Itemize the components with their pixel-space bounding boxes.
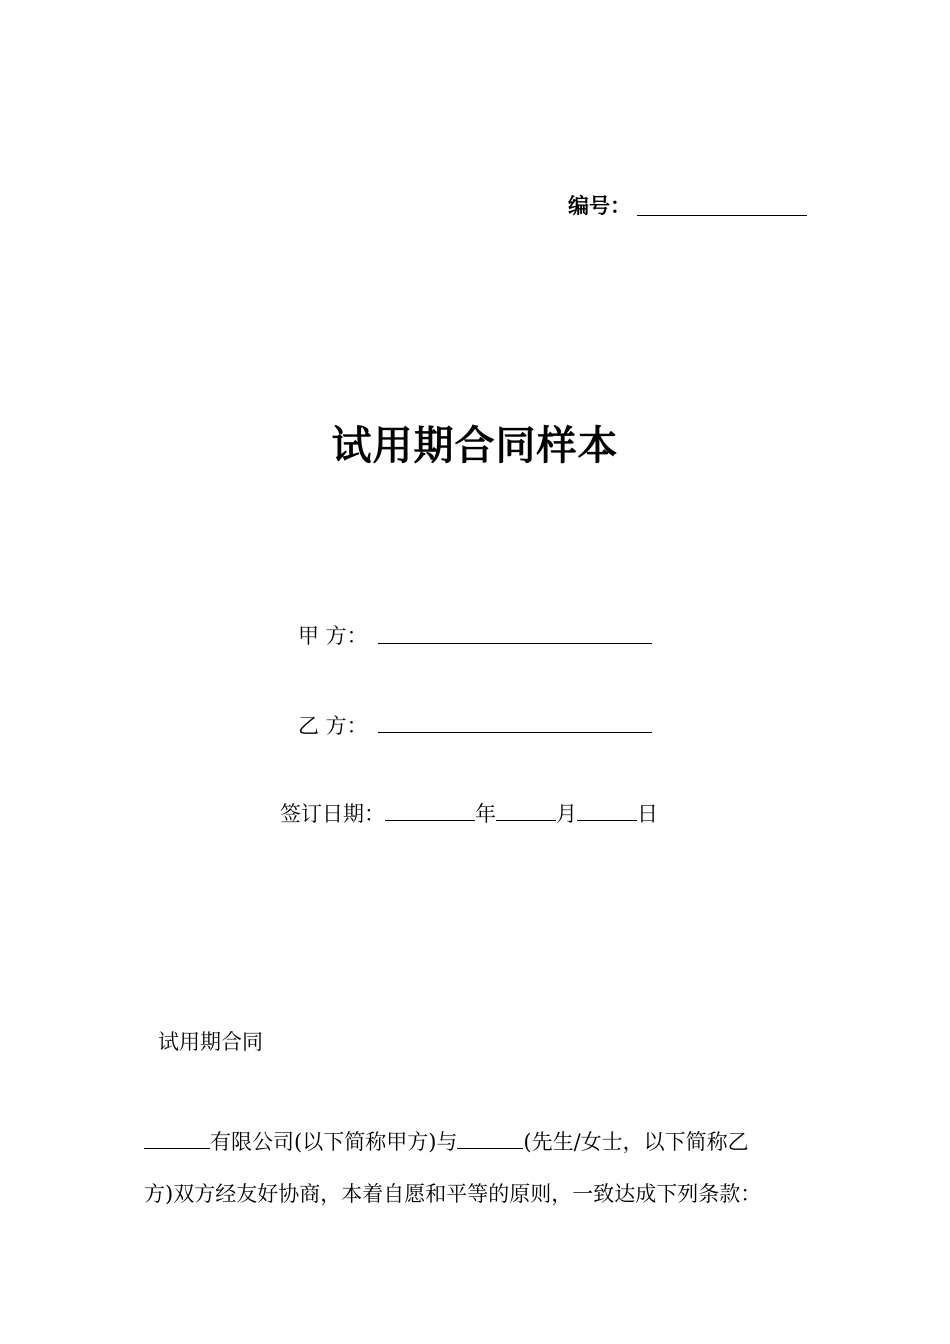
contract-heading: 试用期合同 [158,1030,263,1054]
month-label: 月 [556,802,577,826]
year-blank [385,798,475,821]
sign-date-line [280,798,658,828]
year-label: 年 [475,802,496,826]
month-blank [496,798,556,821]
serial-number-blank [637,215,807,216]
party-b-blank [378,732,652,733]
intro-line-1-part-2: (先生/女士，以下简称乙 [523,1130,749,1154]
company-name-blank [144,1128,210,1149]
party-b-label: 乙 方： [298,714,368,738]
serial-number-label: 编号： [568,194,631,218]
intro-line-1 [144,1126,814,1156]
day-label: 日 [637,802,658,826]
intro-line-1-part-1: 有限公司(以下简称甲方)与 [210,1130,458,1154]
sign-date-label: 签订日期： [280,802,385,826]
day-blank [577,798,637,821]
intro-line-2: 方)双方经友好协商，本着自愿和平等的原则，一致达成下列条款： [144,1182,762,1206]
party-a-label: 甲 方： [298,624,368,648]
employee-name-blank [457,1128,523,1149]
document-title: 试用期合同样本 [331,423,619,469]
party-a-blank [378,643,652,644]
